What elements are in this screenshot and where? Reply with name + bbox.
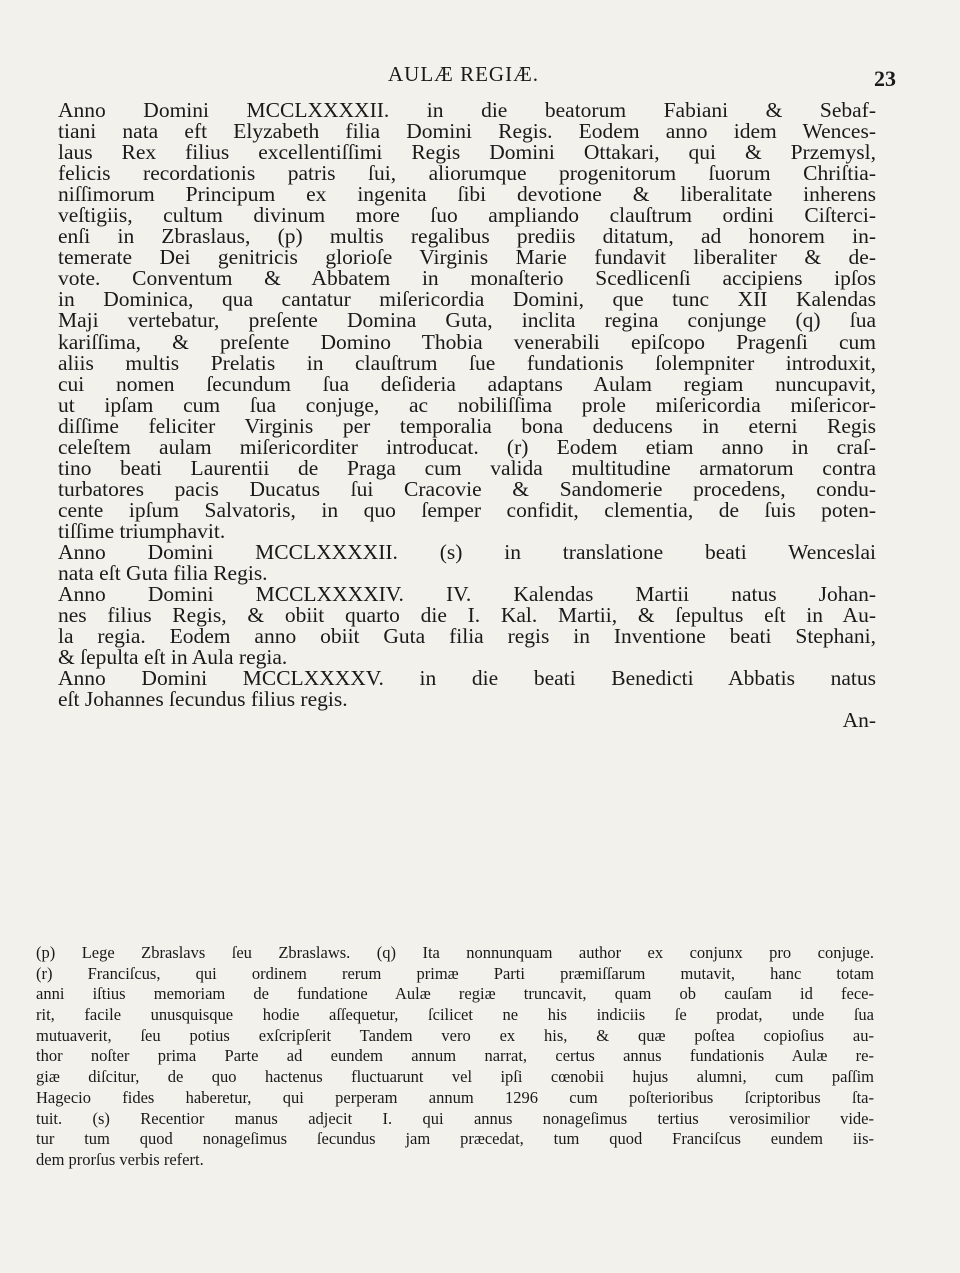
- text-line: la regia. Eodem anno obiit Guta filia regis in Inventione beati Stephani,: [58, 624, 876, 649]
- footnote-line: dem prorſus verbis refert.: [36, 1149, 204, 1169]
- footnote-line: tuit. (s) Recentior manus adjecit I. qui annus nonageſimus tertius verosimilior vide-: [36, 1108, 874, 1128]
- text-line: veſtigiis, cultum divinum more ſuo ampliando clauſtrum ordini Ciſterci-: [58, 203, 876, 228]
- footnote-line: (p) Lege Zbraslavs ſeu Zbraslaws. (q) Ita nonnunquam author ex conjunx pro conjuge.: [36, 943, 874, 962]
- footnote-line: thor noſter prima Parte ad eundem annum narrat, certus annus fundationis Aulæ re-: [36, 1046, 874, 1066]
- text-line: in Dominica, qua cantatur miſericordia Domini, que tunc XII Kalendas: [58, 287, 876, 312]
- text-line: celeſtem aulam miſericorditer introducat. (r) Eodem etiam anno in craſ-: [58, 434, 876, 459]
- text-line: felicis recordationis patris ſui, aliorumque progenitorum ſuorum Chriſtia-: [58, 161, 876, 186]
- text-line: turbatores pacis Ducatus ſui Cracovie & Sandomerie procedens, condu-: [58, 476, 876, 501]
- text-line: Anno Domini MCCLXXXXV. in die beati Benedicti Abbatis natus: [58, 666, 876, 691]
- text-line: aliis multis Prelatis in clauſtrum ſue fundationis ſolempniter introduxit,: [58, 350, 876, 375]
- main-text: [58, 100, 876, 731]
- text-line: Anno Domini MCCLXXXXII. in die beatorum Fabiani & Sebaf-: [58, 98, 876, 122]
- footnotes: [36, 943, 874, 1171]
- text-line: tiani nata eft Elyzabeth filia Domini Regis. Eodem anno idem Wences-: [58, 119, 876, 144]
- text-line: Anno Domini MCCLXXXXII. (s) in translatione beati Wenceslai: [58, 539, 876, 564]
- text-line: nata eſt Guta filia Regis.: [58, 561, 268, 586]
- footnote-line: rit, facile unusquisque hodie aſſequetur, ſcilicet ne his indiciis ſe prodat, unde ſua: [36, 1005, 874, 1025]
- text-line: vote. Conventum & Abbatem in monaſterio Scedlicenſi accipiens ipſos: [58, 266, 876, 291]
- text-line: nes filius Regis, & obiit quarto die I. Kal. Martii, & ſepultus eſt in Au-: [58, 603, 876, 628]
- text-line: niſſimorum Principum ex ingenita ſibi devotione & liberalitate inherens: [58, 182, 876, 207]
- page-number: 23: [874, 66, 896, 91]
- text-line: & ſepulta eſt in Aula regia.: [58, 645, 288, 670]
- footnote-line: Hagecio fides haberetur, qui perperam annum 1296 cum poſterioribus ſcriptoribus ſta-: [36, 1087, 874, 1107]
- text-line: laus Rex filius excellentiſſimi Regis Domini Ottakari, qui & Przemysl,: [58, 140, 876, 165]
- footnote-line: giæ diſcitur, de quo hactenus fluctuarunt vel ipſi cœnobii hujus alumni, cum paſſim: [36, 1067, 874, 1087]
- text-line: An-: [842, 708, 876, 733]
- text-line: tino beati Laurentii de Praga cum valida multitudine armatorum contra: [58, 455, 876, 480]
- running-title: AULÆ REGIÆ.: [388, 62, 539, 86]
- text-line: eſt Johannes ſecundus filius regis.: [58, 687, 348, 712]
- text-line: Anno Domini MCCLXXXXIV. IV. Kalendas Martii natus Johan-: [58, 582, 876, 607]
- footnote-line: (r) Franciſcus, qui ordinem rerum primæ Parti præmiſſarum mutavit, hanc totam: [36, 963, 874, 983]
- page-header: [0, 62, 960, 92]
- text-line: cente ipſum Salvatoris, in quo ſemper confidit, clementia, de ſuis poten-: [58, 497, 876, 522]
- text-line: enſi in Zbraslaus, (p) multis regalibus prediis ditatum, ad honorem in-: [58, 224, 876, 249]
- footnote-line: anni iſtius memoriam de fundatione Aulæ regiæ truncavit, quam ob cauſam id fece-: [36, 984, 874, 1004]
- text-line: tiſſime triumphavit.: [58, 518, 226, 543]
- text-line: kariſſima, & preſente Domino Thobia venerabili epiſcopo Pragenſi cum: [58, 329, 876, 354]
- text-line: diſſime feliciter Virginis per temporalia bona deducens in eterni Regis: [58, 413, 876, 438]
- text-line: ut ipſam cum ſua conjuge, ac nobiliſſima prole miſericordia miſericor-: [58, 392, 876, 417]
- footnote-line: tur tum quod nonageſimus ſecundus jam præcedat, tum quod Franciſcus eundem iis-: [36, 1129, 874, 1149]
- text-line: Maji vertebatur, preſente Domina Guta, inclita regina conjunge (q) ſua: [58, 308, 876, 333]
- text-line: temerate Dei genitricis glorioſe Virginis Marie fundavit liberaliter & de-: [58, 245, 876, 270]
- footnote-line: mutuaverit, ſeu potius exſcripſerit Tandem vero ex his, & quæ poſtea copioſius au-: [36, 1025, 874, 1045]
- text-line: cui nomen ſecundum ſua deſideria adaptans Aulam regiam nuncupavit,: [58, 371, 876, 396]
